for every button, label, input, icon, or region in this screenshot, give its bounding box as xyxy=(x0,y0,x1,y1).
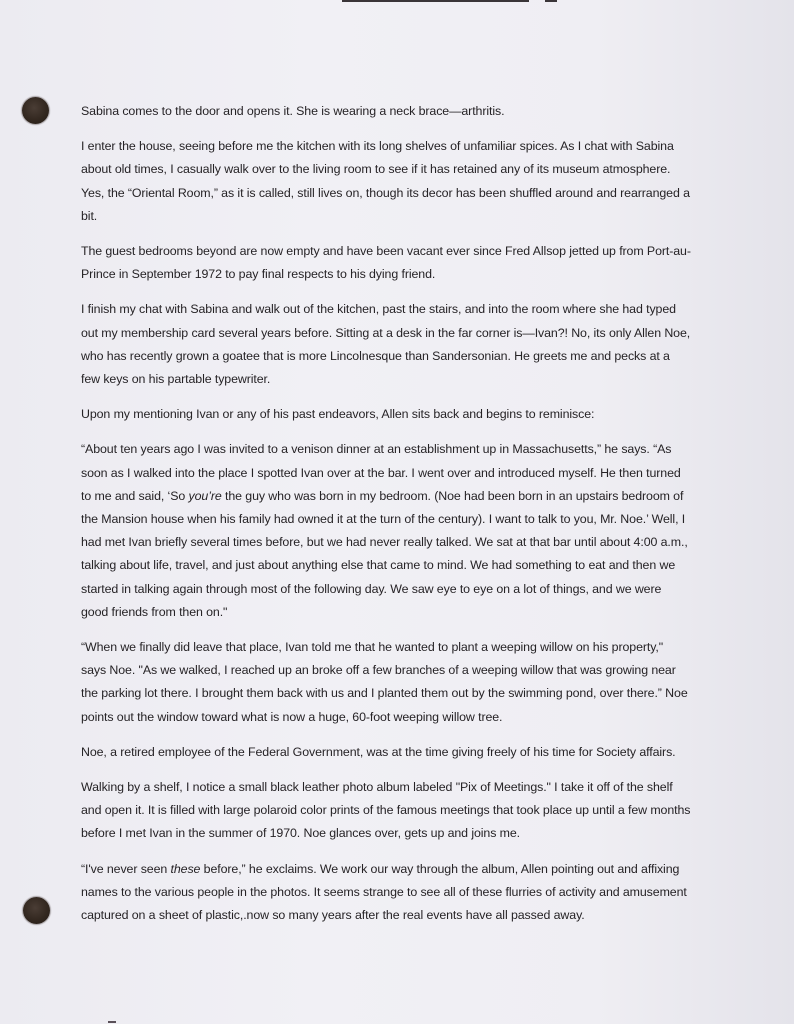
italic-text: you’re xyxy=(188,488,222,503)
top-rule-line xyxy=(342,0,529,2)
top-rule-short-line xyxy=(545,0,557,2)
punch-hole-top xyxy=(22,97,49,124)
text-run: “When we finally did leave that place, Ivan told me that he wanted to plant a weeping willow on his property," says Noe. "As we walked, I reached up an broke off a few branches of a weeping willow that was growing near the parking lot there. I brought them back with us and I planted them out by the swimming pond, over there.” Noe points out the window toward what is now a huge, 60-foot weeping willow tree. xyxy=(81,640,688,724)
paragraph xyxy=(81,240,691,286)
bottom-edge-mark xyxy=(108,1021,116,1023)
text-run: I enter the house, seeing before me the kitchen with its long shelves of unfamiliar spices. As I chat with Sabina about old times, I casually walk over to the living room to see if it has retained any of its museum atmosphere. Yes, the “Oriental Room,” as it is called, still lives on, though its decor has been shuffled around and rearranged a bit. xyxy=(81,139,690,223)
paragraph xyxy=(81,858,691,928)
text-run: the guy who was born in my bedroom. (Noe had been born in an upstairs bedroom of the Mansion house when his family had owned it at the turn of the century). I want to talk to you, Mr. Noe.’ Well, I had met Ivan briefly several times before, but we had never really talked. We sat at that bar until about 4:00 a.m., talking about life, travel, and just about anything else that came to mind. We had something to eat and then we started in talking again through most of the following day. We saw eye to eye on a lot of things, and we were good friends from then on." xyxy=(81,488,688,619)
text-run: before,” he exclaims. We work our way through the album, Allen pointing out and affixing names to the various people in the photos. It seems strange to see all of these flurries of activity and amusement captured on a sheet of plastic,.now so many years after the real events have all passed away. xyxy=(81,861,687,923)
paragraph xyxy=(81,438,691,624)
paragraph xyxy=(81,776,691,846)
paragraph xyxy=(81,403,691,426)
paragraph xyxy=(81,100,691,123)
text-run: I finish my chat with Sabina and walk out of the kitchen, past the stairs, and into the room where she had typed out my membership card several years before. Sitting at a desk in the far corner is—Ivan?! No, its only Allen Noe, who has recently grown a goatee that is more Lincolnesque than Sandersonian. He greets me and pecks at a few keys on his partable typewriter. xyxy=(81,302,691,387)
text-run: Walking by a shelf, I notice a small black leather photo album labeled "Pix of Meetings." I take it off of the shelf and open it. It is filled with large polaroid color prints of the famous meetings that took place up until a few months before I met Ivan in the summer of 1970. Noe glances over, gets up and joins me. xyxy=(81,780,691,841)
paragraph xyxy=(81,135,691,228)
italic-text: these xyxy=(170,861,201,876)
paragraph xyxy=(81,636,691,729)
body-text xyxy=(81,100,691,939)
punch-hole-bottom xyxy=(23,897,50,924)
text-run: “I've never seen xyxy=(81,861,171,876)
text-run: Sabina comes to the door and opens it. She is wearing a neck brace—arthritis. xyxy=(81,104,505,118)
text-run: “About ten years ago I was invited to a venison dinner at an establishment up in Massachusetts,” he says. “As soon as I walked into the place I spotted Ivan over at the bar. I went over and introduced myself. He then turned to me and said, ‘So xyxy=(81,442,681,503)
text-run: The guest bedrooms beyond are now empty and have been vacant ever since Fred Allsop jetted up from Port-au-Prince in September 1972 to pay final respects to his dying friend. xyxy=(81,244,691,282)
paragraph xyxy=(81,298,691,391)
text-run: Upon my mentioning Ivan or any of his past endeavors, Allen sits back and begins to reminisce: xyxy=(81,407,595,422)
text-run: Noe, a retired employee of the Federal Government, was at the time giving freely of his time for Society affairs. xyxy=(81,744,676,759)
paragraph xyxy=(81,741,691,764)
